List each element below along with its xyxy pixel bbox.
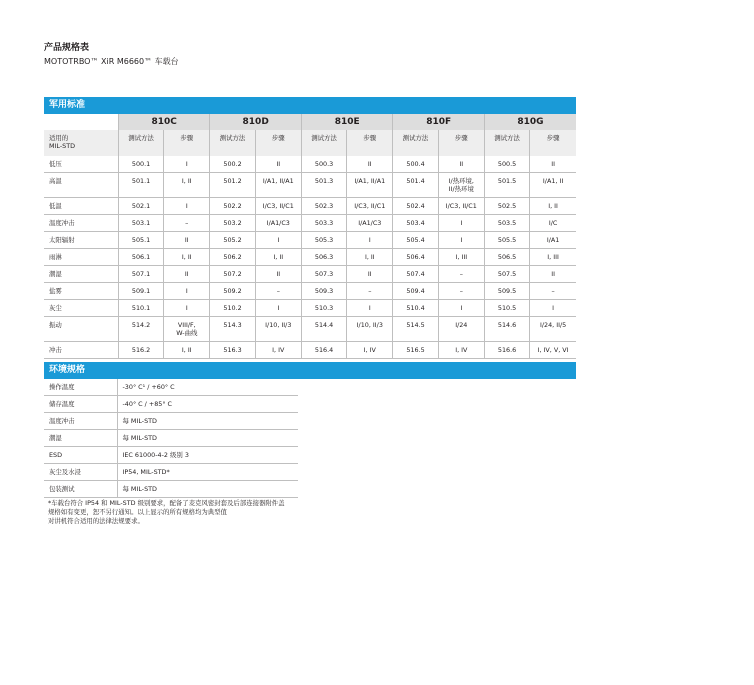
method-cell: 502.5 (484, 198, 529, 215)
spec-label: 操作温度 (44, 379, 117, 396)
step-cell: II (255, 156, 301, 173)
step-cell: II (438, 156, 484, 173)
table-row (44, 481, 298, 498)
method-cell: 516.4 (301, 342, 346, 359)
method-cell: 514.4 (301, 317, 346, 342)
step-cell: II (347, 156, 393, 173)
method-cell: 507.2 (210, 266, 255, 283)
step-cell: I/A1/C3 (255, 215, 301, 232)
method-header: 测试方法 (393, 130, 438, 156)
method-cell: 501.2 (210, 173, 255, 198)
method-cell: 501.1 (118, 173, 163, 198)
step-cell: I, II (164, 249, 210, 266)
method-cell: 501.5 (484, 173, 529, 198)
method-header: 测试方法 (210, 130, 255, 156)
method-cell: 500.1 (118, 156, 163, 173)
method-header: 测试方法 (484, 130, 529, 156)
method-cell: 510.3 (301, 300, 346, 317)
method-cell: 500.5 (484, 156, 529, 173)
table-row (44, 283, 576, 300)
step-cell: – (438, 283, 484, 300)
method-cell: 505.3 (301, 232, 346, 249)
step-cell: I (438, 232, 484, 249)
method-cell: 516.2 (118, 342, 163, 359)
spec-label: 温度冲击 (44, 413, 117, 430)
table-row (44, 156, 576, 173)
method-cell: 506.4 (393, 249, 438, 266)
step-header: 步骤 (164, 130, 210, 156)
page-title: 产品规格表 (44, 43, 90, 53)
row-label: 温度冲击 (44, 215, 118, 232)
method-cell: 500.4 (393, 156, 438, 173)
method-cell: 514.2 (118, 317, 163, 342)
method-cell: 502.4 (393, 198, 438, 215)
footnote-line: 对讲机符合适用的法律法规要求。 (48, 517, 144, 525)
model-header-blank (44, 114, 118, 130)
step-cell: – (347, 283, 393, 300)
row-label: 低温 (44, 198, 118, 215)
step-cell: I, II (347, 249, 393, 266)
table-row (44, 342, 576, 359)
step-cell: – (530, 283, 576, 300)
column-header-row (44, 130, 576, 156)
table-row (44, 447, 298, 464)
step-cell: I (255, 300, 301, 317)
spec-label: ESD (44, 447, 117, 464)
step-cell: II (164, 266, 210, 283)
method-cell: 505.1 (118, 232, 163, 249)
step-cell: I (347, 300, 393, 317)
footnote-line: *车载台符合 IP54 和 MIL-STD 级别要求，配备了麦克风密封套及后部连接器附件盖 (48, 499, 285, 507)
step-cell: I (438, 215, 484, 232)
method-cell: 502.3 (301, 198, 346, 215)
step-cell: – (438, 266, 484, 283)
step-cell: I, III (530, 249, 576, 266)
method-cell: 510.4 (393, 300, 438, 317)
table-row (44, 317, 576, 342)
table-row (44, 413, 298, 430)
table-row (44, 379, 298, 396)
method-cell: 514.5 (393, 317, 438, 342)
spec-value: 每 MIL-STD (117, 481, 298, 498)
step-header: 步骤 (530, 130, 576, 156)
page-subtitle: MOTOTRBO™ XiR M6660™ 车载台 (44, 57, 179, 66)
method-cell: 510.2 (210, 300, 255, 317)
method-cell: 502.1 (118, 198, 163, 215)
model-header: 810C (118, 114, 210, 130)
spec-label: 潮湿 (44, 430, 117, 447)
table-row (44, 430, 298, 447)
footnote-line: 规格如有变更，恕不另行通知。以上显示的所有规格均为典型值 (48, 508, 227, 516)
step-cell: I/10, II/3 (255, 317, 301, 342)
method-cell: 507.3 (301, 266, 346, 283)
method-cell: 516.6 (484, 342, 529, 359)
environmental-specs-body (44, 379, 298, 498)
method-cell: 506.5 (484, 249, 529, 266)
military-standards-table (44, 114, 576, 359)
row-label: 低压 (44, 156, 118, 173)
step-cell: I (164, 300, 210, 317)
method-cell: 507.4 (393, 266, 438, 283)
spec-value: -40° C / +85° C (117, 396, 298, 413)
method-cell: 510.1 (118, 300, 163, 317)
method-cell: 505.4 (393, 232, 438, 249)
method-cell: 509.1 (118, 283, 163, 300)
spec-value: -30° C¹ / +60° C (117, 379, 298, 396)
step-cell: I/24, II/5 (530, 317, 576, 342)
step-cell: I/24 (438, 317, 484, 342)
step-header: 步骤 (438, 130, 484, 156)
step-cell: I (164, 156, 210, 173)
method-cell: 500.3 (301, 156, 346, 173)
table-row (44, 464, 298, 481)
step-cell: I/10, II/3 (347, 317, 393, 342)
table-row (44, 215, 576, 232)
method-cell: 516.3 (210, 342, 255, 359)
table-row (44, 249, 576, 266)
step-cell: I/A1/C3 (347, 215, 393, 232)
spec-value: IP54, MIL-STD* (117, 464, 298, 481)
row-label: 灰尘 (44, 300, 118, 317)
step-cell: I, II (164, 342, 210, 359)
step-cell: II (530, 266, 576, 283)
step-cell: I (347, 232, 393, 249)
method-cell: 514.6 (484, 317, 529, 342)
method-cell: 501.3 (301, 173, 346, 198)
method-header: 测试方法 (118, 130, 163, 156)
step-cell: I, IV, V, VI (530, 342, 576, 359)
spec-value: 每 MIL-STD (117, 430, 298, 447)
model-header: 810E (301, 114, 393, 130)
table-row (44, 396, 298, 413)
step-cell: II (255, 266, 301, 283)
footnotes (48, 499, 348, 526)
step-cell: I/C3, II/C1 (438, 198, 484, 215)
model-header: 810F (393, 114, 485, 130)
row-label: 振动 (44, 317, 118, 342)
military-standards-header: 军用标准 (44, 97, 576, 114)
step-cell: I/C3, II/C1 (347, 198, 393, 215)
table-row (44, 266, 576, 283)
step-cell: I/A1, II (530, 173, 576, 198)
table-row (44, 173, 576, 198)
method-cell: 506.2 (210, 249, 255, 266)
method-cell: 505.5 (484, 232, 529, 249)
model-header-row (44, 114, 576, 130)
step-cell: I (164, 198, 210, 215)
step-cell: I, IV (255, 342, 301, 359)
step-cell: – (255, 283, 301, 300)
step-cell: II (530, 156, 576, 173)
step-cell: I (255, 232, 301, 249)
spec-value: 每 MIL-STD (117, 413, 298, 430)
spec-label: 储存温度 (44, 396, 117, 413)
environmental-specs-header: 环境规格 (44, 362, 576, 379)
step-cell: II (347, 266, 393, 283)
step-cell: I, IV (438, 342, 484, 359)
method-cell: 507.5 (484, 266, 529, 283)
step-cell: I (438, 300, 484, 317)
spec-value: IEC 61000-4-2 级别 3 (117, 447, 298, 464)
row-label: 潮湿 (44, 266, 118, 283)
step-header: 步骤 (347, 130, 393, 156)
table-row (44, 300, 576, 317)
method-cell: 505.2 (210, 232, 255, 249)
step-header: 步骤 (255, 130, 301, 156)
step-cell: I/A1, II/A1 (347, 173, 393, 198)
row-label: 雨淋 (44, 249, 118, 266)
table-row (44, 232, 576, 249)
method-cell: 516.5 (393, 342, 438, 359)
method-cell: 501.4 (393, 173, 438, 198)
environmental-specs-table (44, 379, 298, 498)
method-header: 测试方法 (301, 130, 346, 156)
step-cell: I, II (255, 249, 301, 266)
step-cell: VIII/F, W-曲线 (164, 317, 210, 342)
method-cell: 506.1 (118, 249, 163, 266)
step-cell: I/C3, II/C1 (255, 198, 301, 215)
method-cell: 509.3 (301, 283, 346, 300)
method-cell: 503.4 (393, 215, 438, 232)
method-cell: 503.5 (484, 215, 529, 232)
step-cell: I, II (530, 198, 576, 215)
model-header: 810D (210, 114, 302, 130)
method-cell: 509.2 (210, 283, 255, 300)
step-cell: I/A1, II/A1 (255, 173, 301, 198)
step-cell: I, II (164, 173, 210, 198)
step-cell: I/热环境, II/热环境 (438, 173, 484, 198)
row-label: 盐雾 (44, 283, 118, 300)
step-cell: I (530, 300, 576, 317)
spec-label: 包装测试 (44, 481, 117, 498)
method-cell: 509.5 (484, 283, 529, 300)
method-cell: 506.3 (301, 249, 346, 266)
step-cell: I/C (530, 215, 576, 232)
method-cell: 503.3 (301, 215, 346, 232)
method-cell: 502.2 (210, 198, 255, 215)
method-cell: 500.2 (210, 156, 255, 173)
step-cell: I/A1 (530, 232, 576, 249)
military-standards-body (44, 156, 576, 359)
spec-label: 灰尘及水浸 (44, 464, 117, 481)
model-header: 810G (484, 114, 576, 130)
step-cell: I (164, 283, 210, 300)
method-cell: 510.5 (484, 300, 529, 317)
method-cell: 503.1 (118, 215, 163, 232)
step-cell: – (164, 215, 210, 232)
step-cell: II (164, 232, 210, 249)
step-cell: I, IV (347, 342, 393, 359)
method-cell: 503.2 (210, 215, 255, 232)
step-cell: I, III (438, 249, 484, 266)
method-cell: 509.4 (393, 283, 438, 300)
method-cell: 507.1 (118, 266, 163, 283)
row-label: 冲击 (44, 342, 118, 359)
method-cell: 514.3 (210, 317, 255, 342)
row-label: 太阳辐射 (44, 232, 118, 249)
table-row (44, 198, 576, 215)
row-label: 高温 (44, 173, 118, 198)
applicable-mil-std-header: 适用的 MIL-STD (44, 130, 118, 156)
